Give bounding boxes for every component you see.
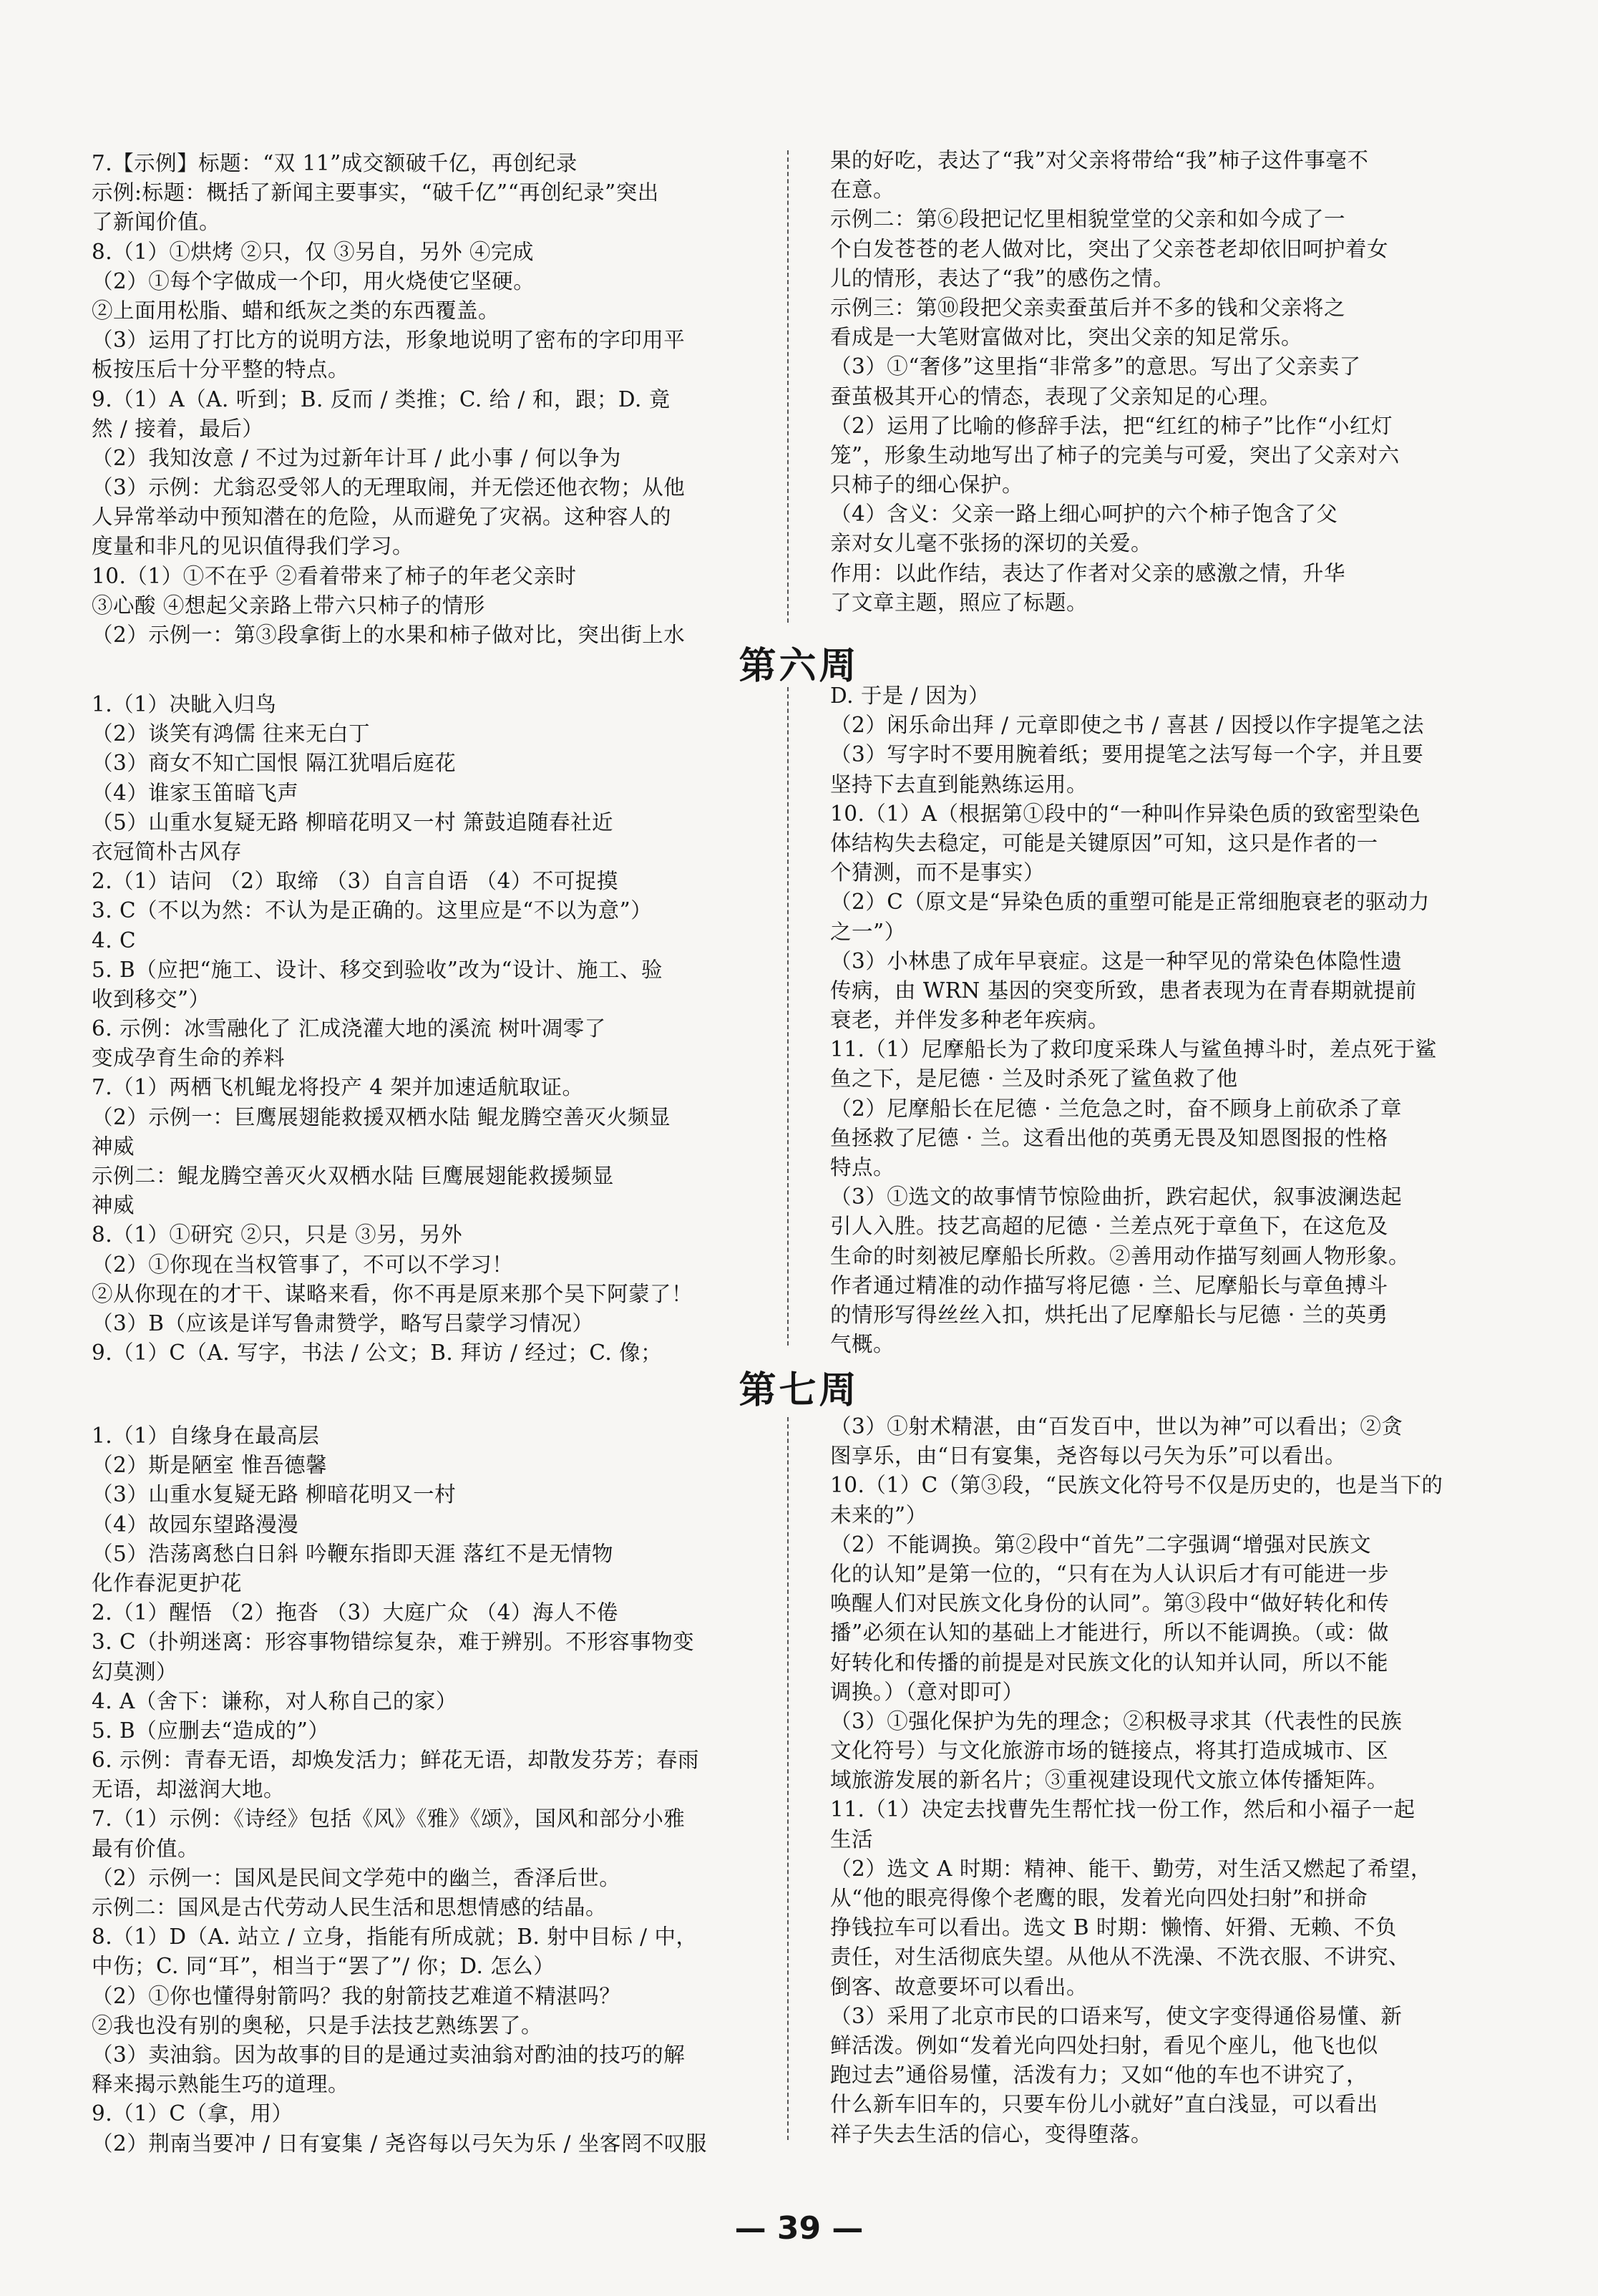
text-line: （3）卖油翁。因为故事的目的是通过卖油翁对酌油的技巧的解 xyxy=(92,2042,686,2067)
text-line: 体结构失去稳定，可能是关键原因”可知，这只是作者的一 xyxy=(830,830,1378,855)
text-line: 7.（1）两栖飞机鲲龙将投产 4 架并加速适航取证。 xyxy=(92,1075,584,1100)
text-line: （4）谁家玉笛暗飞声 xyxy=(92,780,299,805)
text-line: （2）斯是陋室 惟吾德馨 xyxy=(92,1453,328,1478)
text-line: 示例二：国风是古代劳动人民生活和思想情感的结晶。 xyxy=(92,1895,608,1920)
text-line: 果的好吃，表达了“我”对父亲将带给“我”柿子这件事毫不 xyxy=(830,148,1369,172)
page-number: — 39 — xyxy=(734,2210,864,2247)
text-line: 祥子失去生活的信心，变得堕落。 xyxy=(830,2121,1153,2146)
text-line: （3）①选文的故事情节惊险曲折，跌宕起伏，叙事波澜迭起 xyxy=(830,1185,1403,1210)
text-line: 10.（1）A（根据第①段中的“一种叫作异染色质的致密型染色 xyxy=(830,801,1421,826)
text-line: 生命的时刻被尼摩船长所救。②善用动作描写刻画人物形象。 xyxy=(830,1243,1411,1268)
text-line: （3）采用了北京市民的口语来写，使文字变得通俗易懂、新 xyxy=(830,2003,1403,2028)
text-line: 板按压后十分平整的特点。 xyxy=(92,357,350,382)
text-line: 变成孕育生命的养料 xyxy=(92,1046,286,1071)
text-line: （5）山重水复疑无路 柳暗花明又一村 箫鼓追随春社近 xyxy=(92,809,614,835)
text-line: 6. 示例：青春无语，却焕发活力；鲜花无语，却散发芬芳；春雨 xyxy=(92,1748,700,1773)
text-line: 鱼之下，是尼德 · 兰及时杀死了鲨鱼救了他 xyxy=(830,1066,1238,1091)
text-line: 5. B（应把“施工、设计、移交到验收”改为“设计、施工、验 xyxy=(92,957,663,982)
text-line: （3）商女不知亡国恨 隔江犹唱后庭花 xyxy=(92,751,457,776)
text-line: 作用：以此作结，表达了作者对父亲的感激之情，升华 xyxy=(830,560,1346,585)
text-line: 收到移交”） xyxy=(92,986,210,1011)
section3-right-column xyxy=(830,1412,1443,2149)
text-line: 人异常举动中预知潜在的危险，从而避免了灾祸。这种容人的 xyxy=(92,505,672,530)
text-line: （4）故园东望路漫漫 xyxy=(92,1512,299,1537)
text-line: 9.（1）C（拿，用） xyxy=(92,2101,293,2126)
text-line: 3. C（扑朔迷离：形容事物错综复杂，难于辨别。不形容事物变 xyxy=(92,1630,695,1655)
text-line: 2.（1）诘问 （2）取缔 （3）自言自语 （4）不可捉摸 xyxy=(92,869,618,894)
column-divider xyxy=(787,1417,789,2140)
text-line: （3）山重水复疑无路 柳暗花明又一村 xyxy=(92,1482,457,1507)
text-line: 衰老，并伴发多种老年疾病。 xyxy=(830,1008,1110,1033)
week7-heading: 第七周 xyxy=(739,1369,859,1412)
text-line: （3）运用了打比方的说明方法，形象地说明了密布的字印用平 xyxy=(92,328,686,353)
text-line: 儿的情形，表达了“我”的感伤之情。 xyxy=(830,266,1175,291)
text-line: 释来揭示熟能生巧的道理。 xyxy=(92,2072,350,2097)
text-line: （2）①你也懂得射箭吗？我的射箭技艺难道不精湛吗？ xyxy=(92,1983,621,2008)
text-line: 唤醒人们对民族文化身份的认同”。第③段中“做好转化和传 xyxy=(830,1591,1390,1616)
text-line: （2）尼摩船长在尼德 · 兰危急之时，奋不顾身上前砍杀了章 xyxy=(830,1096,1402,1121)
text-line: 在意。 xyxy=(830,177,895,203)
text-line: 8.（1）D（A. 站立 / 立身，指能有所成就；B. 射中目标 / 中， xyxy=(92,1925,698,1950)
text-line: 示例二：鲲龙腾空善灭火双栖水陆 巨鹰展翅能救援频显 xyxy=(92,1164,614,1188)
text-line: ②我也没有别的奥秘，只是手法技艺熟练罢了。 xyxy=(92,2013,543,2038)
section1-left-column xyxy=(92,149,685,650)
text-line: 蚕茧极其开心的情态，表现了父亲知足的心理。 xyxy=(830,384,1282,409)
text-line: 播”必须在认知的基础上才能进行，所以不能调换。（或：做 xyxy=(830,1620,1389,1645)
text-line: （4）含义：父亲一路上细心呵护的六个柿子饱含了父 xyxy=(830,502,1338,527)
text-line: （2）示例一：巨鹰展翅能救援双栖水陆 鲲龙腾空善灭火频显 xyxy=(92,1104,671,1129)
text-line: 气概。 xyxy=(830,1332,895,1357)
text-line: 11.（1）尼摩船长为了救印度采珠人与鲨鱼搏斗时，差点死于鲨 xyxy=(830,1037,1437,1062)
text-line: 神威 xyxy=(92,1193,135,1218)
text-line: 8.（1）①烘烤 ②只，仅 ③另自，另外 ④完成 xyxy=(92,239,535,264)
text-line: （2）选文 A 时期：精神、能干、勤劳，对生活又燃起了希望， xyxy=(830,1856,1432,1881)
text-line: （2）①每个字做成一个印，用火烧使它坚硬。 xyxy=(92,268,535,293)
section1-right-column xyxy=(830,146,1400,618)
text-line: （2）运用了比喻的修辞手法，把“红红的柿子”比作“小红灯 xyxy=(830,413,1393,438)
text-line: 特点。 xyxy=(830,1155,895,1179)
text-line: 生活 xyxy=(830,1826,874,1852)
text-line: 9.（1）A（A. 听到；B. 反而 / 类推；C. 给 / 和，跟；D. 竟 xyxy=(92,386,671,412)
text-line: 个白发苍苍的老人做对比，突出了父亲苍老却依旧呵护着女 xyxy=(830,236,1389,261)
text-line: 调换。）（意对即可） xyxy=(830,1679,1024,1704)
text-line: 11.（1）决定去找曹先生帮忙找一份工作，然后和小福子一起 xyxy=(830,1797,1416,1822)
text-line: 亲对女儿毫不张扬的深切的关爱。 xyxy=(830,531,1153,556)
text-line: 作者通过精准的动作描写将尼德 · 兰、尼摩船长与章鱼搏斗 xyxy=(830,1273,1388,1298)
text-line: 4. A（舍下：谦称，对人称自己的家） xyxy=(92,1688,457,1713)
text-line: D. 于是 / 因为） xyxy=(830,684,990,708)
text-line: （3）①“奢侈”这里指“非常多”的意思。写出了父亲卖了 xyxy=(830,354,1361,379)
text-line: 笼”，形象生动地写出了柿子的完美与可爱，突出了父亲对六 xyxy=(830,442,1400,467)
text-line: ②从你现在的才干、谋略来看，你不再是原来那个吴下阿蒙了！ xyxy=(92,1281,693,1306)
text-line: 7.（1）示例：《诗经》包括《风》《雅》《颂》，国风和部分小雅 xyxy=(92,1806,686,1832)
text-line: 只柿子的细心保护。 xyxy=(830,472,1024,497)
text-line: 衣冠简朴古风存 xyxy=(92,839,243,864)
text-line: 幻莫测） xyxy=(92,1659,178,1684)
text-line: （3）①射术精湛，由“百发百中，世以为神”可以看出；②贪 xyxy=(830,1414,1403,1439)
text-line: 化的认知”是第一位的，“只有在为人认识后才有可能进一步 xyxy=(830,1561,1390,1586)
text-line: 6. 示例：冰雪融化了 汇成浇灌大地的溪流 树叶凋零了 xyxy=(92,1016,606,1041)
text-line: 示例二：第⑥段把记忆里相貌堂堂的父亲和如今成了一 xyxy=(830,207,1346,232)
text-line: 3. C（不以为然：不认为是正确的。这里应是“不以为意”） xyxy=(92,898,653,923)
section2-right-column xyxy=(830,681,1437,1359)
text-line: 的情形写得丝丝入扣，烘托出了尼摩船长与尼德 · 兰的英勇 xyxy=(830,1302,1388,1327)
text-line: 7.【示例】标题：“双 11”成交额破千亿，再创纪录 xyxy=(92,151,578,175)
section3-left-column xyxy=(92,1421,707,2159)
text-line: 1.（1）决眦入归鸟 xyxy=(92,692,277,716)
text-line: 了新闻价值。 xyxy=(92,210,221,235)
text-line: 示例三：第⑩段把父亲卖蚕茧后并不多的钱和父亲将之 xyxy=(830,295,1346,320)
text-line: 10.（1）①不在乎 ②看着带来了柿子的年老父亲时 xyxy=(92,563,577,588)
text-line: 传病，由 WRN 基因的突变所致，患者表现为在青春期就提前 xyxy=(830,978,1417,1003)
text-line: 1.（1）自缘身在最高层 xyxy=(92,1424,320,1448)
text-line: （2）①你现在当权管事了，不可以不学习！ xyxy=(92,1252,514,1277)
text-line: 4. C xyxy=(92,928,137,953)
week6-heading: 第六周 xyxy=(739,645,859,688)
text-line: （2）示例一：第③段拿街上的水果和柿子做对比，突出街上水 xyxy=(92,623,686,647)
text-line: 域旅游发展的新名片；③重视建设现代文旅立体传播矩阵。 xyxy=(830,1768,1389,1793)
text-line: （2）荆南当要冲 / 日有宴集 / 尧咨每以弓矢为乐 / 坐客罔不叹服 xyxy=(92,2131,707,2156)
text-line: 好转化和传播的前提是对民族文化的认知并认同，所以不能 xyxy=(830,1650,1389,1675)
text-line: 神威 xyxy=(92,1134,135,1159)
text-line: 文化符号）与文化旅游市场的链接点，将其打造成城市、区 xyxy=(830,1738,1389,1764)
text-line: 坚持下去直到能熟练运用。 xyxy=(830,772,1088,797)
text-line: 无语，却滋润大地。 xyxy=(92,1777,286,1802)
text-line: 9.（1）C（A. 写字，书法 / 公文；B. 拜访 / 经过；C. 像； xyxy=(92,1341,663,1366)
text-line: 看成是一大笔财富做对比，突出父亲的知足常乐。 xyxy=(830,325,1303,350)
text-line: 中伤；C. 同“耳”，相当于“罢了”/ 你；D. 怎么） xyxy=(92,1954,555,1979)
text-line: 之一”） xyxy=(830,919,906,944)
text-line: 10.（1）C（第③段，“民族文化符号不仅是历史的，也是当下的 xyxy=(830,1473,1443,1498)
text-line: （3）①强化保护为先的理念；②积极寻求其（代表性的民族 xyxy=(830,1708,1403,1733)
text-line: 从“他的眼亮得像个老鹰的眼，发着光向四处扫射”和拼命 xyxy=(830,1886,1368,1910)
text-line: 引人入胜。技艺高超的尼德 · 兰差点死于章鱼下，在这危及 xyxy=(830,1214,1388,1239)
text-line: （3）示例：尤翁忍受邻人的无理取闹，并无偿还他衣物；从他 xyxy=(92,475,686,500)
text-line: （2）不能调换。第②段中“首先”二字强调“增强对民族文 xyxy=(830,1532,1372,1557)
text-line: 图享乐，由“日有宴集，尧咨每以弓矢为乐”可以看出。 xyxy=(830,1444,1347,1469)
text-line: 跑过去”通俗易懂，活泼有力；又如“他的车也不讲究了， xyxy=(830,2063,1368,2088)
text-line: 化作春泥更护花 xyxy=(92,1570,243,1595)
text-line: （2）示例一：国风是民间文学苑中的幽兰，香泽后世。 xyxy=(92,1865,621,1890)
text-line: （2）闲乐命出拜 / 元章即使之书 / 喜甚 / 因授以作字提笔之法 xyxy=(830,713,1424,738)
text-line: 了文章主题，照应了标题。 xyxy=(830,590,1088,615)
text-line: 5. B（应删去“造成的”） xyxy=(92,1718,330,1743)
text-line: 示例:标题：概括了新闻主要事实，“破千亿”“再创纪录”突出 xyxy=(92,180,659,205)
text-line: 鱼拯救了尼德 · 兰。这看出他的英勇无畏及知恩图报的性格 xyxy=(830,1125,1388,1150)
text-line: 8.（1）①研究 ②只，只是 ③另，另外 xyxy=(92,1222,463,1247)
text-line: 度量和非凡的见识值得我们学习。 xyxy=(92,534,414,559)
text-line: 未来的”） xyxy=(830,1502,927,1527)
text-line: 什么新车旧车的，只要车份儿小就好”直白浅显，可以看出 xyxy=(830,2092,1378,2117)
section2-left-column xyxy=(92,690,693,1368)
column-divider xyxy=(787,150,789,623)
text-line: 个猜测，而不是事实） xyxy=(830,860,1046,885)
text-line: 然 / 接着，最后） xyxy=(92,416,264,441)
column-divider xyxy=(787,687,789,1346)
text-line: （3）小林患了成年早衰症。这是一种罕见的常染色体隐性遗 xyxy=(830,948,1403,973)
text-line: 倒客、故意要坏可以看出。 xyxy=(830,1974,1088,1999)
text-line: 最有价值。 xyxy=(92,1836,200,1861)
text-line: 责任，对生活彻底失望。从他从不洗澡、不洗衣服、不讲究、 xyxy=(830,1945,1411,1970)
text-line: （3）写字时不要用腕着纸；要用提笔之法写每一个字，并且要 xyxy=(830,742,1424,767)
text-line: （3）B（应该是详写鲁肃赞学，略写吕蒙学习情况） xyxy=(92,1310,594,1336)
text-line: （2）C（原文是“异染色质的重塑可能是正常细胞衰老的驱动力 xyxy=(830,890,1430,915)
text-line: 2.（1）醒悟 （2）拖沓 （3）大庭广众 （4）海人不倦 xyxy=(92,1600,618,1625)
text-line: 挣钱拉车可以看出。选文 B 时期：懒惰、奸猾、无赖、不负 xyxy=(830,1915,1397,1940)
text-line: （2）我知汝意 / 不过为过新年计耳 / 此小事 / 何以争为 xyxy=(92,445,621,470)
text-line: 鲜活泼。例如“发着光向四处扫射，看见个座儿，他飞也似 xyxy=(830,2033,1378,2058)
text-line: （5）浩荡离愁白日斜 吟鞭东指即天涯 落红不是无情物 xyxy=(92,1541,614,1566)
text-line: ③心酸 ④想起父亲路上带六只柿子的情形 xyxy=(92,593,485,618)
text-line: ②上面用松脂、蜡和纸灰之类的东西覆盖。 xyxy=(92,298,500,323)
text-line: （2）谈笑有鸿儒 往来无白丁 xyxy=(92,721,371,746)
